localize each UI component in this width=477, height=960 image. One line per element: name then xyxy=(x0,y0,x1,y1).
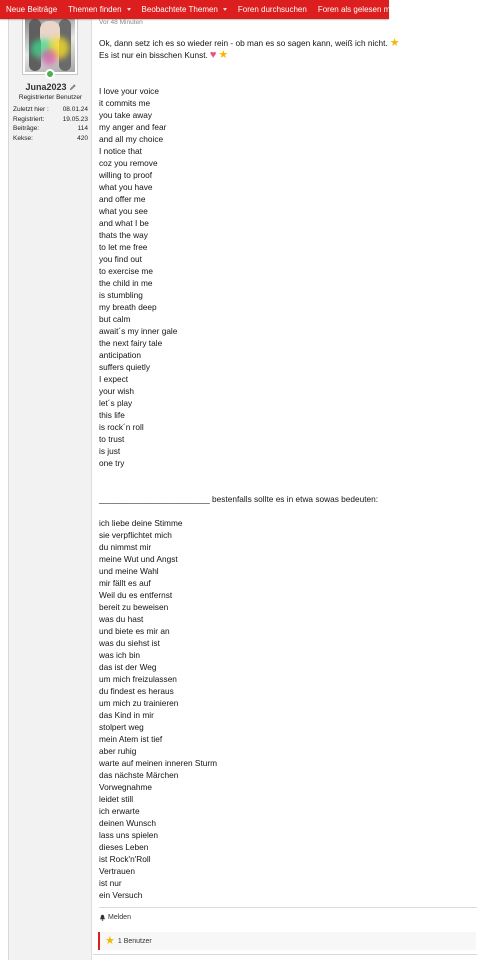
translation-line: mein Atem ist tief xyxy=(99,734,163,744)
bell-icon xyxy=(99,914,106,921)
divider xyxy=(99,907,477,908)
nav-search-forums-label: Foren durchsuchen xyxy=(237,5,307,14)
avatar[interactable] xyxy=(22,10,78,75)
poem-line: is just xyxy=(99,446,121,456)
stat-value: 420 xyxy=(77,134,88,142)
translation-line: aber ruhig xyxy=(99,746,137,756)
poem-line: I expect xyxy=(99,374,129,384)
nav-new-posts[interactable] xyxy=(6,5,57,14)
poem-line: let´s play xyxy=(99,398,133,408)
poem-line: to trust xyxy=(99,434,125,444)
nav-watched-threads[interactable] xyxy=(142,5,227,14)
poem-line: my anger and fear xyxy=(99,122,167,132)
poem-line: but calm xyxy=(99,314,131,324)
chevron-down-icon xyxy=(127,8,131,11)
poem-line: suffers quietly xyxy=(99,362,151,372)
stat-label: Registriert: xyxy=(13,115,45,123)
poem-line: my breath deep xyxy=(99,302,157,312)
stat-value: 19.05.23 xyxy=(62,115,88,123)
stat-value: 08.01.24 xyxy=(62,106,88,113)
translation-line: Weil du es entfernst xyxy=(99,590,173,600)
poem-line: the child in me xyxy=(99,278,153,288)
nav-search-forums[interactable] xyxy=(238,5,307,14)
translation-line: du findest es heraus xyxy=(99,686,174,696)
english-poem xyxy=(99,85,474,469)
poem-line: you take away xyxy=(99,110,153,120)
translation-line: du nimmst mir xyxy=(99,542,152,552)
star-icon: ★ xyxy=(218,49,229,61)
post-timestamp[interactable]: Vor 48 Minuten xyxy=(99,19,143,26)
translation-line: was du hast xyxy=(99,614,144,624)
username-text: Juna2023 xyxy=(25,82,67,92)
translation-line: meine Wut und Angst xyxy=(99,554,178,564)
translation-line: das Kind in mir xyxy=(99,710,154,720)
poem-line: coz you remove xyxy=(99,158,158,168)
translation-line: warte auf meinen inneren Sturm xyxy=(99,758,218,768)
poem-line: to exercise me xyxy=(99,266,153,276)
translation-line: bereit zu beweisen xyxy=(99,602,169,612)
post-intro-text: Es ist nur ein bisschen Kunst. xyxy=(99,50,208,60)
poem-line: the next fairy tale xyxy=(99,338,163,348)
poem-line: await´s my inner gale xyxy=(99,326,178,336)
separator-line: ________________________ bestenfalls sollte es in etwa sowas bedeuten: xyxy=(99,494,379,504)
user-stats xyxy=(13,105,88,143)
pencil-icon xyxy=(69,84,76,91)
user-sidebar xyxy=(9,0,92,960)
nav-new-posts-label: Neue Beiträge xyxy=(6,5,58,14)
stat-label: Kekse: xyxy=(13,134,33,142)
translation-line: was ich bin xyxy=(99,650,141,660)
avatar-image xyxy=(25,13,75,72)
poem-line: is rock´n roll xyxy=(99,422,144,432)
post-content xyxy=(93,0,477,960)
translation-line: ich liebe deine Stimme xyxy=(99,518,183,528)
nav-mark-forums-read-label: Foren als gelesen markieren xyxy=(317,5,420,14)
translation-line: das nächste Märchen xyxy=(99,770,179,780)
stat-value: 114 xyxy=(77,125,88,132)
post-container xyxy=(8,0,477,960)
translation-line: um mich zu trainieren xyxy=(99,698,179,708)
star-icon: ★ xyxy=(389,37,400,49)
translation-line: ein Versuch xyxy=(99,890,143,900)
poem-line: and what I be xyxy=(99,218,149,228)
translation-line: was du siehst ist xyxy=(99,638,160,648)
user-title: Registrierter Benutzer xyxy=(18,94,83,101)
poem-line: to let me free xyxy=(99,242,148,252)
report-button[interactable] xyxy=(99,914,131,921)
stat-posts xyxy=(13,124,88,134)
translation-line: deinen Wunsch xyxy=(99,818,157,828)
post-intro-line xyxy=(99,37,474,49)
poem-line: one try xyxy=(99,458,125,468)
nav-find-threads-label: Themen finden xyxy=(68,5,122,14)
poem-line: anticipation xyxy=(99,350,141,360)
translation-line: und biete es mir an xyxy=(99,626,170,636)
poem-line: your wish xyxy=(99,386,135,396)
poem-line: you find out xyxy=(99,254,142,264)
username[interactable] xyxy=(9,82,92,92)
post-body xyxy=(99,37,474,901)
translation-line: ich erwarte xyxy=(99,806,140,816)
nav-find-threads[interactable] xyxy=(68,5,130,14)
poem-line: what you have xyxy=(99,182,153,192)
stat-registered xyxy=(13,115,88,125)
divider xyxy=(93,954,477,955)
translation-line: leidet still xyxy=(99,794,134,804)
heart-icon: ♥ xyxy=(209,49,217,61)
post-intro-line xyxy=(99,49,474,61)
poem-line: I notice that xyxy=(99,146,142,156)
report-label: Melden xyxy=(108,914,131,921)
stat-cookies xyxy=(13,134,88,144)
translation-line: um mich freizulassen xyxy=(99,674,177,684)
reactions-bar[interactable] xyxy=(98,932,476,950)
stat-label: Zuletzt hier : xyxy=(13,106,49,113)
translation-line: und meine Wahl xyxy=(99,566,159,576)
chevron-down-icon xyxy=(223,8,227,11)
online-status-icon xyxy=(45,69,55,79)
reactions-label: 1 Benutzer xyxy=(117,937,152,945)
poem-line: it commits me xyxy=(99,98,151,108)
poem-line: willing to proof xyxy=(99,170,153,180)
stat-label: Beiträge: xyxy=(13,125,40,132)
poem-line: and all my choice xyxy=(99,134,164,144)
translation-line: lass uns spielen xyxy=(99,830,159,840)
translation-line: ist nur xyxy=(99,878,122,888)
poem-line: what you see xyxy=(99,206,148,216)
poem-line: is stumbling xyxy=(99,290,143,300)
translation-line: Vorwegnahme xyxy=(99,782,153,792)
translation-line: Vertrauen xyxy=(99,866,135,876)
translation-line: ist Rock'n'Roll xyxy=(99,854,151,864)
poem-line: I love your voice xyxy=(99,86,159,96)
translation-line: dieses Leben xyxy=(99,842,149,852)
translation-line: stolpert weg xyxy=(99,722,144,732)
stat-last-seen xyxy=(13,105,88,115)
poem-line: and offer me xyxy=(99,194,146,204)
post-intro-text: Ok, dann setz ich es so wieder rein - ob man es so sagen kann, weiß ich nicht. xyxy=(99,38,388,48)
poem-line: thats the way xyxy=(99,230,148,240)
german-poem xyxy=(99,517,474,901)
star-icon: ★ xyxy=(105,935,115,947)
translation-line: sie verpflichtet mich xyxy=(99,530,172,540)
translation-line: mir fällt es auf xyxy=(99,578,151,588)
poem-line: this life xyxy=(99,410,125,420)
main-navbar xyxy=(0,0,420,19)
nav-mark-forums-read[interactable] xyxy=(318,5,419,14)
nav-watched-threads-label: Beobachtete Themen xyxy=(141,5,218,14)
translation-line: das ist der Weg xyxy=(99,662,157,672)
